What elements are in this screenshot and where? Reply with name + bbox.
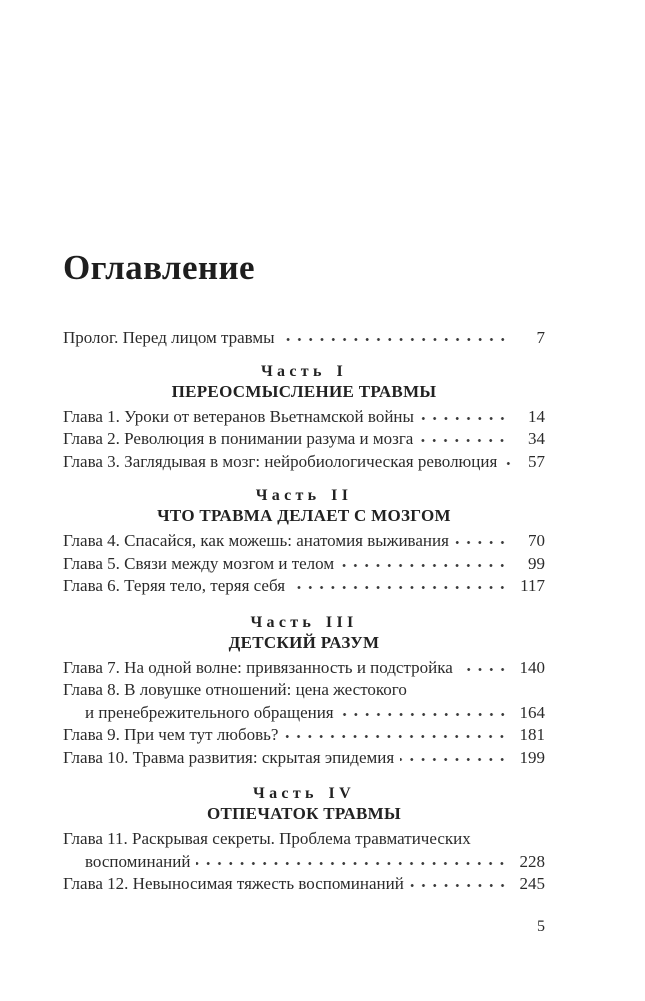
part-label: Часть I [260, 362, 348, 380]
toc-entry-line2 [63, 702, 545, 725]
toc-entry-chapter-3 [63, 451, 545, 474]
toc-entry-chapter-9 [63, 724, 545, 747]
toc-entry-label: Глава 12. Невыносимая тяжесть воспоминаний [63, 874, 404, 893]
dot-leader [281, 327, 511, 350]
part-label: Часть II [255, 487, 353, 504]
part-entries [63, 406, 545, 474]
toc-entry-chapter-4 [63, 530, 545, 553]
part-label: Часть IV [253, 785, 355, 802]
dot-leader [340, 702, 511, 725]
page-number: 70 [528, 531, 545, 550]
toc-entry-chapter-5 [63, 553, 545, 576]
toc-entry-label: Пролог. Перед лицом травмы [63, 328, 275, 347]
dot-leader [410, 873, 511, 896]
page-number: 99 [528, 553, 545, 573]
page-number: 228 [519, 851, 545, 871]
part-heading: ОТПЕЧАТОК ТРАВМЫ [207, 804, 401, 823]
toc-entry-chapter-11 [63, 828, 545, 873]
dot-leader [459, 657, 511, 680]
dot-leader [503, 451, 517, 474]
page-number: 181 [519, 725, 545, 744]
dot-leader [340, 553, 511, 576]
toc-entry-label: Глава 4. Спасайся, как можешь: анатомия выживания [63, 531, 449, 550]
part-heading: ДЕТСКИЙ РАЗУМ [228, 632, 380, 652]
page-number: 117 [520, 576, 545, 595]
toc-entry-label: Глава 3. Заглядывая в мозг: нейробиологическая революция [63, 451, 498, 471]
toc-entry-label-line2: и пренебрежительного обращения [85, 702, 334, 722]
toc-part-4 [63, 785, 545, 896]
dot-leader [400, 747, 511, 770]
toc-entry-label-line1: Глава 11. Раскрывая секреты. Проблема травматических [63, 829, 471, 848]
page-number: 164 [519, 702, 545, 722]
page-number: 34 [528, 429, 545, 448]
page-number: 199 [519, 747, 545, 767]
toc-entry-label: Глава 6. Теряя тело, теряя себя [63, 576, 286, 595]
part-heading: ЧТО ТРАВМА ДЕЛАЕТ С МОЗГОМ [157, 506, 451, 525]
toc-entry-chapter-10 [63, 747, 545, 770]
part-label: Часть III [250, 613, 358, 631]
part-entries [63, 530, 545, 598]
dot-leader [284, 724, 511, 747]
toc-part-3 [63, 614, 545, 770]
dot-leader [455, 530, 511, 553]
page-number: 7 [536, 328, 545, 347]
page-title: Оглавление [63, 248, 255, 287]
toc-entry-chapter-7 [63, 657, 545, 680]
toc-entry-label: Глава 2. Революция в понимании разума и мозга [63, 429, 414, 448]
toc-entry-label: Глава 9. При чем тут любовь? [63, 725, 279, 744]
toc-entry-label: Глава 10. Травма развития: скрытая эпидемия [63, 747, 395, 767]
part-entries [63, 657, 545, 770]
toc-entry-chapter-2 [63, 428, 545, 451]
toc-entry-label-line1: Глава 8. В ловушке отношений: цена жестокого [63, 680, 407, 699]
toc-entry-chapter-12 [63, 873, 545, 896]
page-number: 140 [519, 657, 545, 677]
toc-entry-line2 [63, 851, 545, 874]
toc-entry-label: Глава 5. Связи между мозгом и телом [63, 553, 335, 573]
dot-leader [196, 851, 511, 874]
toc-part-1 [63, 363, 545, 474]
dot-leader [291, 575, 511, 598]
toc-entry-label: Глава 7. На одной волне: привязанность и подстройка [63, 657, 453, 677]
toc-entry-prologue [63, 327, 545, 350]
toc-entry-label-line2: воспоминаний [85, 851, 191, 871]
toc-entry-chapter-6 [63, 575, 545, 598]
part-entries [63, 828, 545, 896]
page-number: 14 [528, 406, 545, 426]
page-number: 57 [528, 451, 545, 471]
part-heading: ПЕРЕОСМЫСЛЕНИЕ ТРАВМЫ [171, 381, 437, 401]
folio-page-number: 5 [537, 917, 545, 935]
toc-entry-chapter-8 [63, 679, 545, 724]
dot-leader [420, 406, 511, 429]
toc-part-2 [63, 487, 545, 598]
toc-entry-label: Глава 1. Уроки от ветеранов Вьетнамской войны [63, 406, 414, 426]
page-number: 245 [519, 874, 545, 893]
toc-entry-chapter-1 [63, 406, 545, 429]
dot-leader [419, 428, 511, 451]
